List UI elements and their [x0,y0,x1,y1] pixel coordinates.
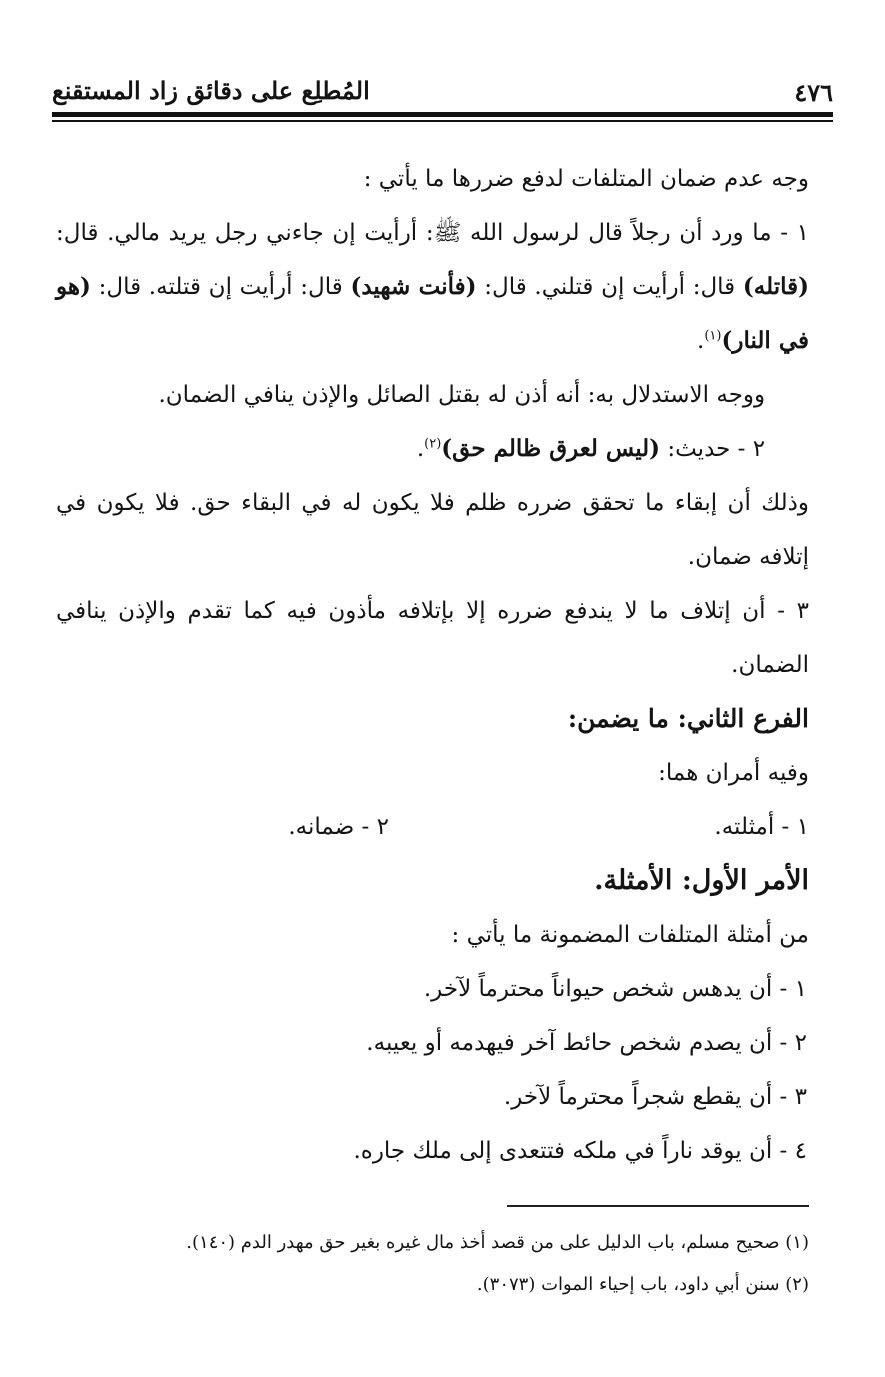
footnote-ref-1: (١) [704,328,722,344]
page-number: ٤٧٦ [794,78,833,107]
footnote-separator [507,1205,809,1207]
header-rule-thin [52,120,833,122]
hadith-1-text-e: قال: أرأيت إن [208,274,351,300]
section-heading-far2: الفرع الثاني: ما يضمن: [567,704,809,733]
paragraph-intro: وجه عدم ضمان المتلفات لدفع ضررها ما يأتي : [363,166,809,192]
header-rule-thick [52,112,833,117]
hadith-2-end: . [416,436,425,462]
hadith-1-end: . [697,328,705,354]
two-column-list [56,800,809,854]
hadith-1-text-c: قال: أرأيت إن قتلني. قال: [476,274,743,300]
hadith-1-line-1: ١ - ما ورد أن رجلاً قال لرسول الله ﷺ: أرأيت إن جاءني رجل يريد [168,220,809,246]
istidlal-text: ووجه الاستدلال به: أنه أذن له بقتل الصائل والإذن ينافي الضمان. [158,382,766,408]
footnote-2: (٢) سنن أبي داود، باب إحياء الموات (٣٠٧٣). [476,1274,809,1295]
column-item-daman [89,800,389,854]
hadith-quote-qatilhu: (قاتله) [742,273,810,300]
hadith-2-quote: (ليس لعرق ظالم حق) [441,435,661,462]
list-item-hadith-1 [56,206,809,368]
example-item-4: ٤ - أن يوقد ناراً في ملكه فتتعدى إلى ملك جاره. [353,1138,807,1164]
example-item-2: ٢ - أن يصدم شخص حائط آخر فيهدمه أو يعيبه. [366,1030,807,1056]
list-item-hadith-2 [56,422,809,476]
running-title: المُطلِع على دقائق زاد المستقنع [52,76,370,105]
paragraph-wafih: وفيه أمران هما: [658,760,809,786]
page-header [52,70,833,112]
example-item-3: ٣ - أن يقطع شجراً محترماً لآخر. [503,1084,807,1110]
paragraph-min-amthila: من أمثلة المتلفات المضمونة ما يأتي : [451,922,809,948]
hadith-quote-nar: (هو في النار) [56,273,809,354]
paragraph-istidlal [56,368,809,422]
example-item-1: ١ - أن يدهس شخص حيواناً محترماً لآخر. [423,976,807,1002]
footnote-ref-2: (٢) [424,436,442,452]
hadith-1-text-a: مالي. قال: [56,220,160,246]
hadith-1-text-f: قتلته. قال: [90,274,201,300]
list-item-3: ٣ - أن إتلاف ما لا يندفع ضرره إلا بإتلافه مأذون فيه كما تقدم والإذن ينافي الضمان. [56,598,809,678]
paragraph-dhalik: وذلك أن إبقاء ما تحقق ضرره ظلم فلا يكون له في البقاء حق. فلا يكون في إتلافه ضمان. [56,490,809,570]
col-item-1: ١ - أمثلته. [714,814,809,840]
col-item-2: ٢ - ضمانه. [288,814,389,840]
body-text [56,152,809,1178]
section-heading-amr1: الأمر الأول: الأمثلة. [594,865,809,896]
footnote-1: (١) صحيح مسلم، باب الدليل على من قصد أخذ مال غيره بغير حق مهدر الدم (١٤٠). [186,1232,809,1253]
column-item-amthila [389,800,809,854]
footnotes [60,1222,809,1306]
hadith-2-label: ٢ - حديث: [660,436,766,462]
hadith-quote-shahid: (فأنت شهيد) [350,273,477,300]
